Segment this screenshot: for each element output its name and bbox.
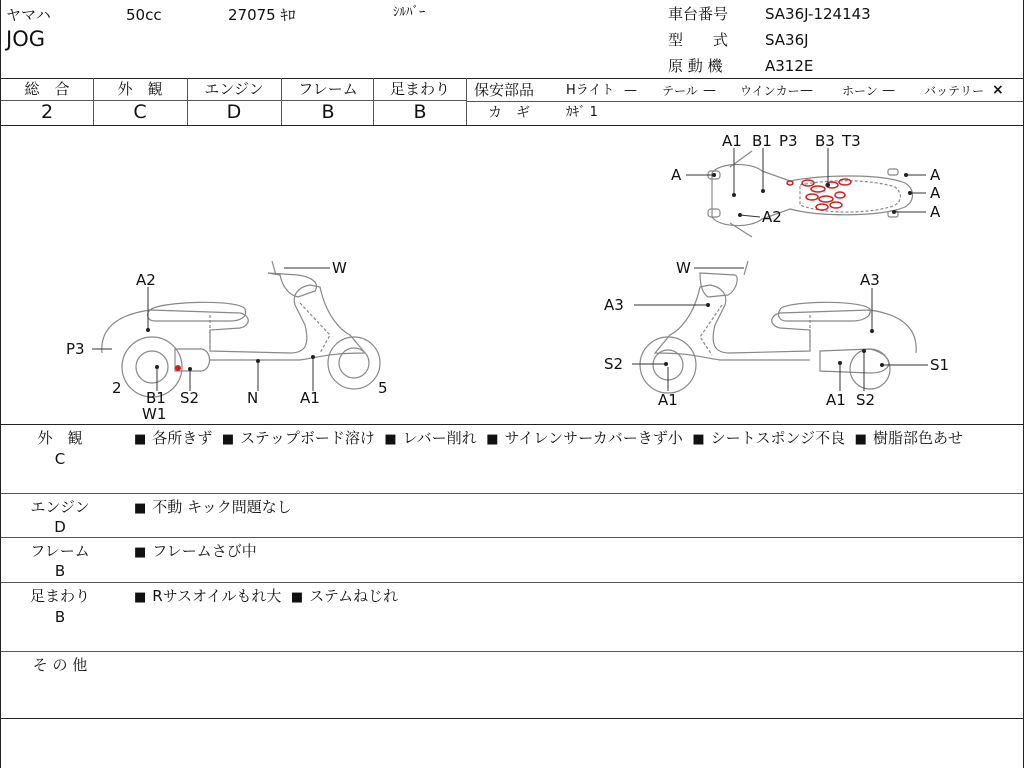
diagram-label: W [332,259,347,277]
section-frame-notes [134,540,1014,564]
note-item: ■ フレームさび中 [134,542,257,560]
diagram-label: A3 [860,271,880,289]
note-item: ■ シートスポンジ不良 [692,429,846,447]
section-other-label: そ の 他 [32,656,88,674]
damage-diagram [0,125,1024,425]
type-label: 型 式 [668,31,729,49]
diagram-label: A [671,166,682,184]
safety-item-battery: バッテリー [924,84,985,98]
note-item: ■ サイレンサーカバーきず小 [486,429,683,447]
safety-status-headlight: — [624,83,637,98]
diagram-label: T3 [842,132,861,150]
section-engine-label: エンジン [30,498,90,516]
safety-status-winker: — [800,83,813,98]
key-value: ｶｷﾞ 1 [566,105,598,120]
grade-frame-label: フレーム [298,80,358,98]
diagram-label: B1 [752,132,772,150]
diagram-label: B1 [146,389,166,407]
note-item: ■ レバー削れ [384,429,477,447]
safety-parts-title: 保安部品 [474,81,535,99]
note-item: ■ 不動 キック問題なし [134,498,292,516]
diagram-label: A3 [604,296,624,314]
safety-item-taillight: テール [662,84,698,98]
diagram-label: A1 [300,389,320,407]
grade-suspension-value: B [413,101,427,123]
note-item: ■ Rサスオイルもれ大 [134,587,282,605]
grade-exterior-label: 外 観 [117,80,163,98]
section-engine-grade: D [54,518,66,536]
engine-model-label: 原 動 機 [668,57,723,75]
diagram-label: A1 [658,391,678,409]
displacement: 50cc [126,6,162,24]
divider [0,424,1024,425]
engine-model-value: A312E [765,57,814,75]
grade-exterior-value: C [133,101,147,123]
divider [466,101,1024,102]
note-item: ■ 樹脂部色あせ [854,429,963,447]
type-value: SA36J [765,31,809,49]
note-item: ■ ステップボード溶け [221,429,375,447]
section-suspension-label: 足まわり [29,587,90,605]
model-name: JOG [6,27,45,51]
diagram-label: A2 [762,208,782,226]
body-color: ｼﾙﾊﾞｰ [393,5,426,20]
diagram-label: W [676,259,691,277]
section-frame-label: フレーム [30,542,90,560]
diagram-label: 5 [378,379,388,397]
diagram-label: A1 [826,391,846,409]
diagram-label: B3 [815,132,835,150]
safety-item-headlight: Hライト [566,83,615,98]
safety-item-winker: ウインカー [740,84,800,98]
diagram-label: N [247,389,259,407]
divider [0,78,1024,79]
section-exterior-notes [134,427,1014,451]
mileage: 27075 ｷﾛ [228,6,296,24]
safety-item-horn: ホーン [842,84,878,98]
grade-suspension-label: 足まわり [389,80,450,98]
damage-marks [787,179,851,210]
diagram-label: A [930,166,941,184]
grade-engine-label: エンジン [204,80,264,98]
note-item: ■ 各所きず [134,429,213,447]
diagram-label: S2 [856,391,876,409]
diagram-label: A [930,184,941,202]
section-suspension-notes [134,585,1014,609]
diagram-label: S1 [930,356,950,374]
diagram-label: A1 [722,132,742,150]
section-frame-grade: B [54,562,66,580]
safety-status-battery: × [992,82,1004,98]
damage-mark [175,365,181,371]
grade-overall-value: 2 [40,101,54,123]
frame-number-label: 車台番号 [668,5,729,23]
safety-status-taillight: — [703,83,716,98]
diagram-label: 2 [112,379,122,397]
diagram-label: W1 [142,405,167,423]
grade-engine-value: D [226,101,242,123]
section-exterior-label: 外 観 [37,429,83,447]
diagram-label: P3 [66,340,85,358]
diagram-label: A2 [136,271,156,289]
note-item: ■ ステムねじれ [290,587,399,605]
diagram-label: S2 [604,355,624,373]
divider [466,78,467,125]
maker-name: ヤマハ [6,6,51,24]
divider [0,537,1024,538]
divider [0,582,1024,583]
diagram-label: S2 [180,389,200,407]
section-suspension-grade: B [54,608,66,626]
diagram-label: A [930,203,941,221]
safety-status-horn: — [882,83,895,98]
divider [0,718,1024,719]
frame-number-value: SA36J-124143 [765,5,871,23]
divider [0,493,1024,494]
grade-frame-value: B [321,101,335,123]
border [0,0,1,768]
section-exterior-grade: C [54,450,66,468]
grade-overall-label: 総 合 [24,80,70,98]
section-engine-notes [134,496,1014,520]
diagram-label: P3 [779,132,798,150]
leader-dots [146,173,912,371]
divider [0,651,1024,652]
key-label: カ ギ [488,105,530,121]
